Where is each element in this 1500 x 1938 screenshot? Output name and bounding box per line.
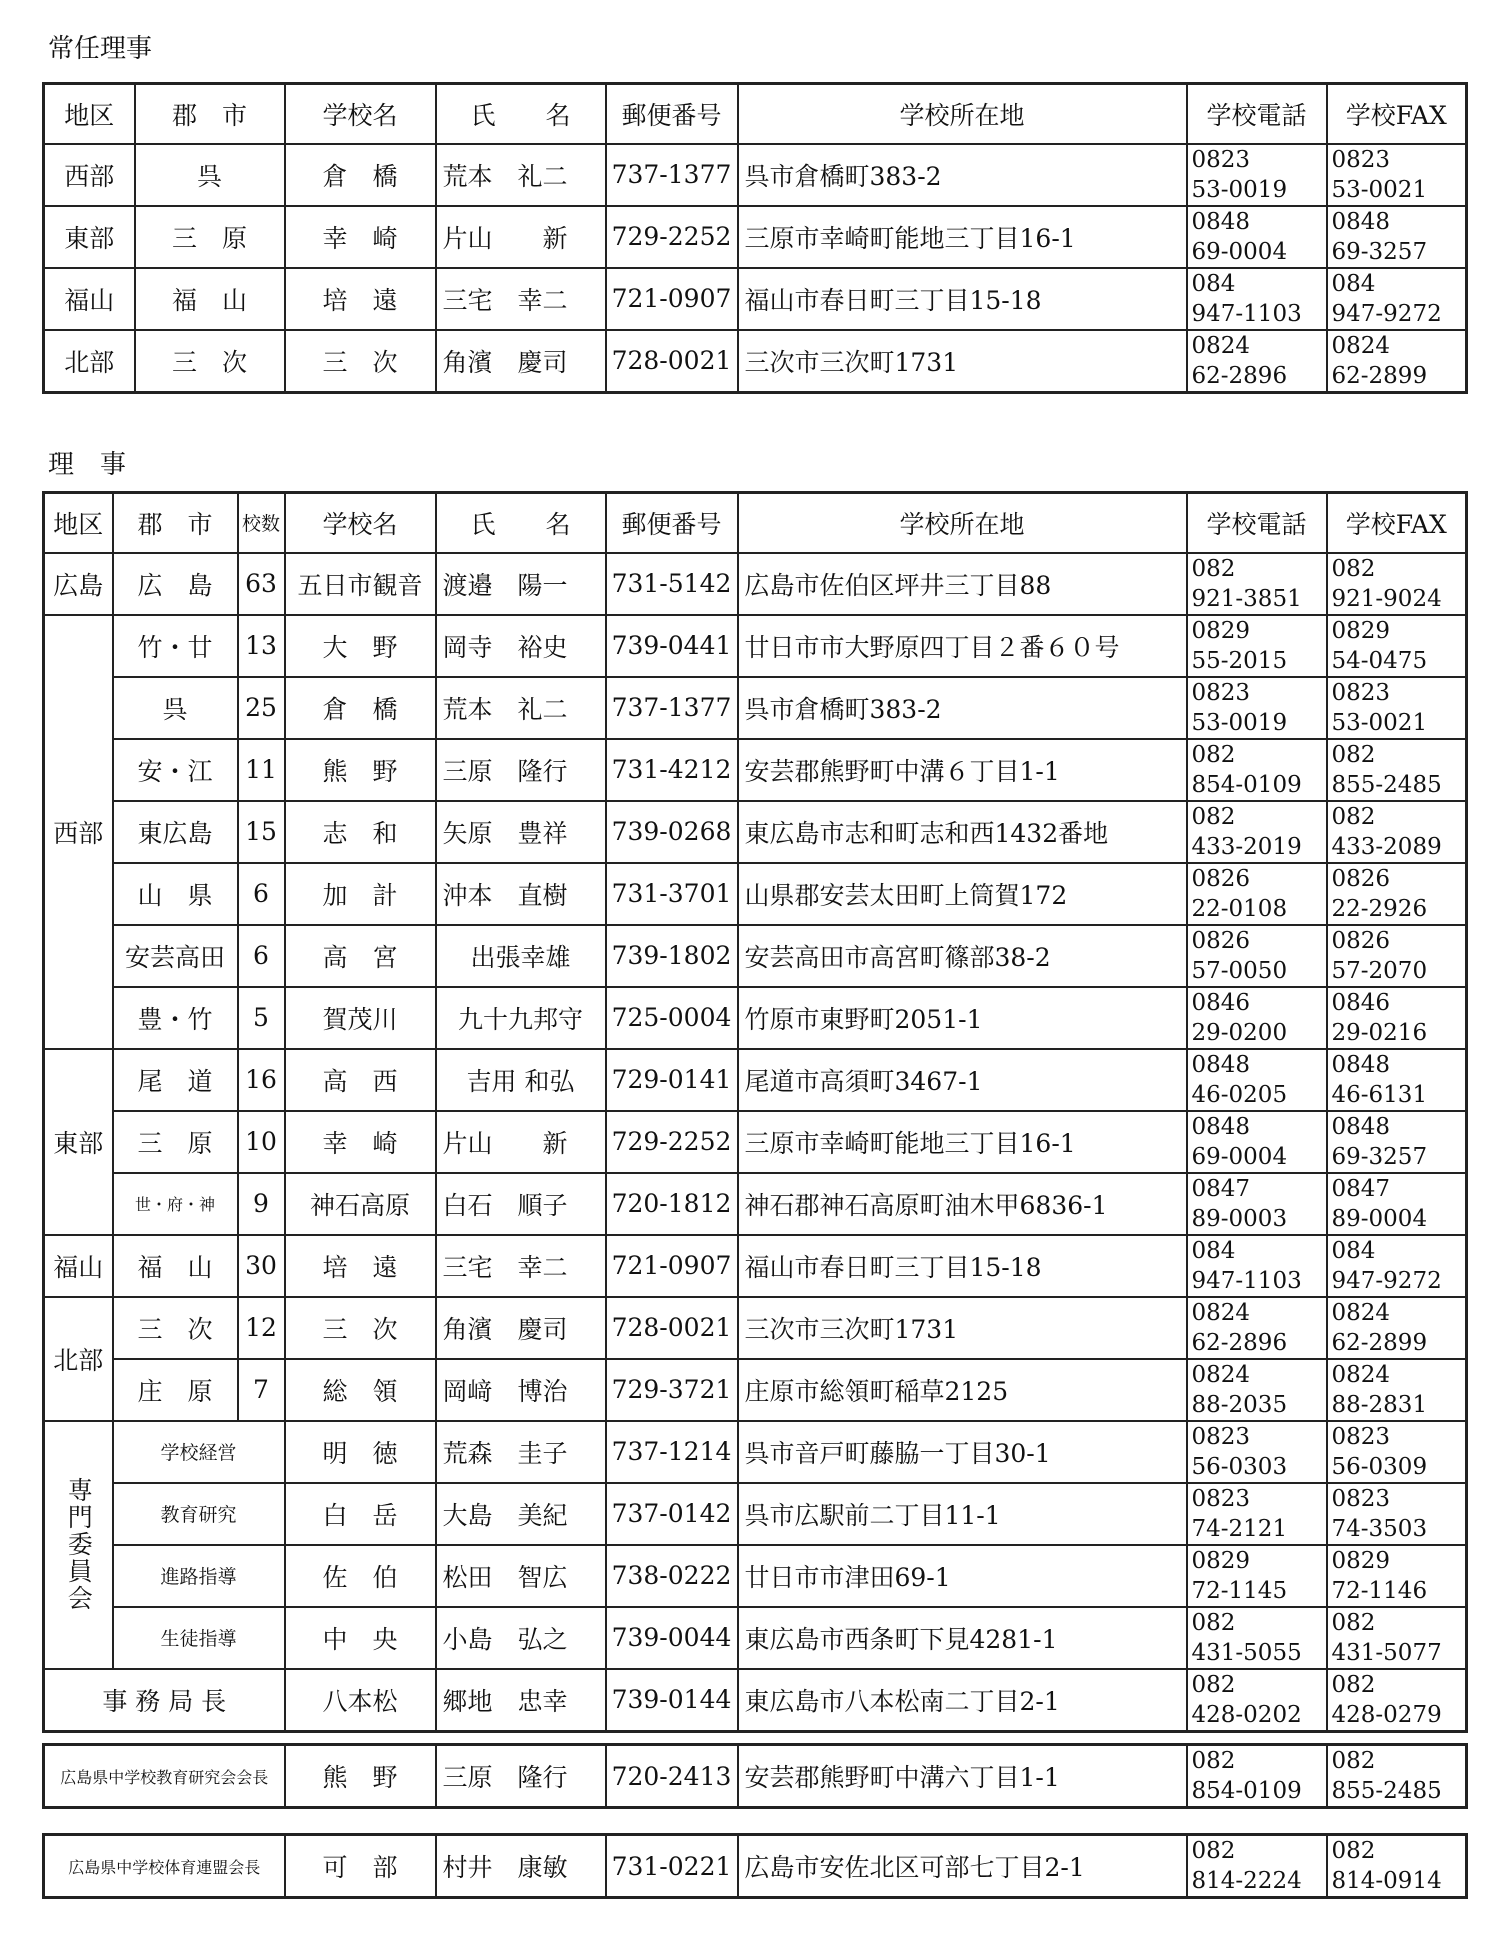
- fax-cell: 0823 56-0309: [1327, 1421, 1467, 1483]
- fax-cell: 0829 54-0475: [1327, 615, 1467, 677]
- school-cell: 三 次: [285, 1297, 436, 1359]
- committee-cell: 学校経営: [113, 1421, 285, 1483]
- name-cell: 小島 弘之: [436, 1607, 606, 1669]
- city-cell: 福 山: [135, 268, 285, 330]
- tel-cell: 0826 57-0050: [1187, 925, 1327, 987]
- name-cell: 松田 智広: [436, 1545, 606, 1607]
- tel-cell: 0823 56-0303: [1187, 1421, 1327, 1483]
- area-cell: 北部: [44, 330, 135, 393]
- zip-cell: 731-3701: [606, 863, 738, 925]
- header-count: 校数: [238, 493, 285, 553]
- name-cell: 荒本 礼二: [436, 144, 606, 206]
- count-cell: 16: [238, 1049, 285, 1111]
- table-row: [44, 268, 1467, 330]
- school-cell: 明 徳: [285, 1421, 436, 1483]
- area-cell: 西部: [44, 144, 135, 206]
- area-cell-hokubu: 北部: [44, 1297, 113, 1421]
- table-row: [44, 553, 1467, 615]
- address-cell: 東広島市志和町志和西1432番地: [738, 801, 1187, 863]
- address-cell: 福山市春日町三丁目15-18: [738, 268, 1187, 330]
- count-cell: 9: [238, 1173, 285, 1235]
- area-cell-tobu: 東部: [44, 1049, 113, 1235]
- athletic-federation-table: [42, 1833, 1468, 1899]
- tel-cell: 082 433-2019: [1187, 801, 1327, 863]
- address-cell: 広島市佐伯区坪井三丁目88: [738, 553, 1187, 615]
- table-row: [44, 739, 1467, 801]
- school-cell: 八本松: [285, 1669, 436, 1732]
- table-row: [44, 144, 1467, 206]
- tel-cell: 084 947-1103: [1187, 268, 1327, 330]
- address-cell: 三原市幸崎町能地三丁目16-1: [738, 206, 1187, 268]
- city-cell: 竹・廿: [113, 615, 238, 677]
- tel-cell: 0848 69-0004: [1187, 206, 1327, 268]
- school-cell: 熊 野: [285, 1745, 436, 1808]
- header-address: 学校所在地: [738, 84, 1187, 144]
- address-cell: 呉市広駅前二丁目11-1: [738, 1483, 1187, 1545]
- school-cell: 培 遠: [285, 1235, 436, 1297]
- zip-cell: 737-1377: [606, 677, 738, 739]
- name-cell: 三原 隆行: [436, 739, 606, 801]
- city-cell: 三 次: [113, 1297, 238, 1359]
- tel-cell: 084 947-1103: [1187, 1235, 1327, 1297]
- table-row: [44, 1235, 1467, 1297]
- tel-cell: 082 431-5055: [1187, 1607, 1327, 1669]
- directors-table: [42, 491, 1468, 1733]
- city-cell: 呉: [113, 677, 238, 739]
- count-cell: 15: [238, 801, 285, 863]
- address-cell: 廿日市市大野原四丁目２番６０号: [738, 615, 1187, 677]
- fax-cell: 0826 57-2070: [1327, 925, 1467, 987]
- table-row: [44, 1745, 1467, 1808]
- zip-cell: 729-2252: [606, 1111, 738, 1173]
- address-cell: 庄原市総領町稲草2125: [738, 1359, 1187, 1421]
- school-cell: 総 領: [285, 1359, 436, 1421]
- fax-cell: 0823 74-3503: [1327, 1483, 1467, 1545]
- city-cell: 世・府・神: [113, 1173, 238, 1235]
- header-name: 氏 名: [436, 84, 606, 144]
- zip-cell: 738-0222: [606, 1545, 738, 1607]
- zip-cell: 731-0221: [606, 1835, 738, 1898]
- header-city: 郡 市: [113, 493, 238, 553]
- tel-cell: 0846 29-0200: [1187, 987, 1327, 1049]
- school-cell: 加 計: [285, 863, 436, 925]
- count-cell: 5: [238, 987, 285, 1049]
- tel-cell: 082 814-2224: [1187, 1835, 1327, 1898]
- name-cell: 白石 順子: [436, 1173, 606, 1235]
- school-cell: 佐 伯: [285, 1545, 436, 1607]
- fax-cell: 084 947-9272: [1327, 268, 1467, 330]
- tel-cell: 082 854-0109: [1187, 739, 1327, 801]
- address-cell: 東広島市西条町下見4281-1: [738, 1607, 1187, 1669]
- secretary-general-cell: 事 務 局 長: [44, 1669, 285, 1732]
- address-cell: 山県郡安芸太田町上筒賀172: [738, 863, 1187, 925]
- fax-cell: 0847 89-0004: [1327, 1173, 1467, 1235]
- school-cell: 五日市観音: [285, 553, 436, 615]
- name-cell: 三宅 幸二: [436, 1235, 606, 1297]
- table-row: [44, 863, 1467, 925]
- fax-cell: 082 431-5077: [1327, 1607, 1467, 1669]
- fax-cell: 0824 62-2899: [1327, 330, 1467, 393]
- address-cell: 三原市幸崎町能地三丁目16-1: [738, 1111, 1187, 1173]
- school-cell: 三 次: [285, 330, 436, 393]
- address-cell: 東広島市八本松南二丁目2-1: [738, 1669, 1187, 1732]
- fax-cell: 0848 69-3257: [1327, 206, 1467, 268]
- school-cell: 神石高原: [285, 1173, 436, 1235]
- city-cell: 尾 道: [113, 1049, 238, 1111]
- table-row: [44, 801, 1467, 863]
- fax-cell: 0826 22-2926: [1327, 863, 1467, 925]
- table-row: [44, 1359, 1467, 1421]
- tel-cell: 0829 55-2015: [1187, 615, 1327, 677]
- fax-cell: 0829 72-1146: [1327, 1545, 1467, 1607]
- name-cell: 九十九邦守: [436, 987, 606, 1049]
- zip-cell: 731-5142: [606, 553, 738, 615]
- address-cell: 三次市三次町1731: [738, 1297, 1187, 1359]
- name-cell: 三原 隆行: [436, 1745, 606, 1808]
- tel-cell: 0824 62-2896: [1187, 1297, 1327, 1359]
- research-association-table: [42, 1743, 1468, 1809]
- table-row: [44, 330, 1467, 393]
- tel-cell: 0829 72-1145: [1187, 1545, 1327, 1607]
- school-cell: 熊 野: [285, 739, 436, 801]
- school-cell: 賀茂川: [285, 987, 436, 1049]
- school-cell: 幸 崎: [285, 206, 436, 268]
- fax-cell: 0824 88-2831: [1327, 1359, 1467, 1421]
- address-cell: 神石郡神石高原町油木甲6836-1: [738, 1173, 1187, 1235]
- header-city: 郡 市: [135, 84, 285, 144]
- city-cell: 東広島: [113, 801, 238, 863]
- table-row: [44, 987, 1467, 1049]
- tel-cell: 0847 89-0003: [1187, 1173, 1327, 1235]
- school-cell: 白 岳: [285, 1483, 436, 1545]
- table-row: [44, 1173, 1467, 1235]
- city-cell: 広 島: [113, 553, 238, 615]
- fax-cell: 0823 53-0021: [1327, 144, 1467, 206]
- table-row: [44, 925, 1467, 987]
- committee-cell: 生徒指導: [113, 1607, 285, 1669]
- school-cell: 中 央: [285, 1607, 436, 1669]
- school-cell: 倉 橋: [285, 677, 436, 739]
- zip-cell: 729-0141: [606, 1049, 738, 1111]
- fax-cell: 082 921-9024: [1327, 553, 1467, 615]
- header-name: 氏 名: [436, 493, 606, 553]
- count-cell: 63: [238, 553, 285, 615]
- school-cell: 志 和: [285, 801, 436, 863]
- zip-cell: 737-0142: [606, 1483, 738, 1545]
- count-cell: 7: [238, 1359, 285, 1421]
- city-cell: 豊・竹: [113, 987, 238, 1049]
- address-cell: 安芸高田市高宮町篠部38-2: [738, 925, 1187, 987]
- count-cell: 6: [238, 863, 285, 925]
- zip-cell: 739-1802: [606, 925, 738, 987]
- city-cell: 三 次: [135, 330, 285, 393]
- zip-cell: 737-1377: [606, 144, 738, 206]
- tel-cell: 0824 62-2896: [1187, 330, 1327, 393]
- table-row: [44, 1669, 1467, 1732]
- zip-cell: 737-1214: [606, 1421, 738, 1483]
- zip-cell: 729-3721: [606, 1359, 738, 1421]
- school-cell: 大 野: [285, 615, 436, 677]
- header-area: 地区: [44, 84, 135, 144]
- table-header-row: [44, 84, 1467, 144]
- section-title-directors: 理 事: [48, 450, 127, 480]
- area-cell-hiroshima: 広島: [44, 553, 113, 615]
- tel-cell: 0823 53-0019: [1187, 677, 1327, 739]
- name-cell: 岡﨑 博治: [436, 1359, 606, 1421]
- header-area: 地区: [44, 493, 113, 553]
- section-title-standing: 常任理事: [48, 34, 153, 64]
- table-row: [44, 1835, 1467, 1898]
- name-cell: 村井 康敏: [436, 1835, 606, 1898]
- role-cell: 広島県中学校教育研究会会長: [44, 1745, 285, 1808]
- fax-cell: 082 855-2485: [1327, 1745, 1467, 1808]
- address-cell: 竹原市東野町2051-1: [738, 987, 1187, 1049]
- address-cell: 呉市音戸町藤脇一丁目30-1: [738, 1421, 1187, 1483]
- zip-cell: 739-0144: [606, 1669, 738, 1732]
- zip-cell: 739-0441: [606, 615, 738, 677]
- name-cell: 出張幸雄: [436, 925, 606, 987]
- tel-cell: 0824 88-2035: [1187, 1359, 1327, 1421]
- standing-directors-table: [42, 82, 1468, 394]
- table-row: [44, 1049, 1467, 1111]
- table-header-row: [44, 493, 1467, 553]
- header-tel: 学校電話: [1187, 84, 1327, 144]
- header-school: 学校名: [285, 84, 436, 144]
- header-fax: 学校FAX: [1327, 493, 1467, 553]
- tel-cell: 082 428-0202: [1187, 1669, 1327, 1732]
- count-cell: 30: [238, 1235, 285, 1297]
- area-cell-senmon: 専門委員会: [44, 1421, 113, 1669]
- table-row: [44, 1111, 1467, 1173]
- zip-cell: 725-0004: [606, 987, 738, 1049]
- fax-cell: 082 433-2089: [1327, 801, 1467, 863]
- zip-cell: 728-0021: [606, 1297, 738, 1359]
- fax-cell: 0824 62-2899: [1327, 1297, 1467, 1359]
- zip-cell: 731-4212: [606, 739, 738, 801]
- header-address: 学校所在地: [738, 493, 1187, 553]
- role-cell: 広島県中学校体育連盟会長: [44, 1835, 285, 1898]
- zip-cell: 720-1812: [606, 1173, 738, 1235]
- table-row: [44, 1421, 1467, 1483]
- tel-cell: 0826 22-0108: [1187, 863, 1327, 925]
- city-cell: 山 県: [113, 863, 238, 925]
- area-cell-seibu: 西部: [44, 615, 113, 1049]
- zip-cell: 739-0268: [606, 801, 738, 863]
- table-row: [44, 206, 1467, 268]
- zip-cell: 721-0907: [606, 1235, 738, 1297]
- name-cell: 沖本 直樹: [436, 863, 606, 925]
- fax-cell: 0848 46-6131: [1327, 1049, 1467, 1111]
- table-row: [44, 1483, 1467, 1545]
- city-cell: 三 原: [135, 206, 285, 268]
- name-cell: 三宅 幸二: [436, 268, 606, 330]
- address-cell: 三次市三次町1731: [738, 330, 1187, 393]
- city-cell: 福 山: [113, 1235, 238, 1297]
- header-school: 学校名: [285, 493, 436, 553]
- area-cell: 福山: [44, 268, 135, 330]
- table-row: [44, 1297, 1467, 1359]
- committee-cell: 進路指導: [113, 1545, 285, 1607]
- tel-cell: 082 921-3851: [1187, 553, 1327, 615]
- area-cell-fukuyama: 福山: [44, 1235, 113, 1297]
- fax-cell: 082 855-2485: [1327, 739, 1467, 801]
- fax-cell: 0846 29-0216: [1327, 987, 1467, 1049]
- zip-cell: 721-0907: [606, 268, 738, 330]
- address-cell: 広島市安佐北区可部七丁目2-1: [738, 1835, 1187, 1898]
- name-cell: 郷地 忠幸: [436, 1669, 606, 1732]
- tel-cell: 0848 69-0004: [1187, 1111, 1327, 1173]
- table-row: [44, 1545, 1467, 1607]
- zip-cell: 720-2413: [606, 1745, 738, 1808]
- name-cell: 岡寺 裕史: [436, 615, 606, 677]
- school-cell: 倉 橋: [285, 144, 436, 206]
- address-cell: 呉市倉橋町383-2: [738, 144, 1187, 206]
- school-cell: 幸 崎: [285, 1111, 436, 1173]
- name-cell: 荒本 礼二: [436, 677, 606, 739]
- zip-cell: 729-2252: [606, 206, 738, 268]
- header-fax: 学校FAX: [1327, 84, 1467, 144]
- school-cell: 高 宮: [285, 925, 436, 987]
- name-cell: 渡邉 陽一: [436, 553, 606, 615]
- city-cell: 三 原: [113, 1111, 238, 1173]
- count-cell: 10: [238, 1111, 285, 1173]
- name-cell: 片山 新: [436, 206, 606, 268]
- school-cell: 高 西: [285, 1049, 436, 1111]
- address-cell: 福山市春日町三丁目15-18: [738, 1235, 1187, 1297]
- city-cell: 庄 原: [113, 1359, 238, 1421]
- fax-cell: 082 814-0914: [1327, 1835, 1467, 1898]
- table-row: [44, 677, 1467, 739]
- table-row: [44, 1607, 1467, 1669]
- zip-cell: 739-0044: [606, 1607, 738, 1669]
- count-cell: 25: [238, 677, 285, 739]
- address-cell: 呉市倉橋町383-2: [738, 677, 1187, 739]
- table-row: [44, 615, 1467, 677]
- name-cell: 片山 新: [436, 1111, 606, 1173]
- tel-cell: 082 854-0109: [1187, 1745, 1327, 1808]
- count-cell: 12: [238, 1297, 285, 1359]
- count-cell: 11: [238, 739, 285, 801]
- address-cell: 廿日市市津田69-1: [738, 1545, 1187, 1607]
- name-cell: 矢原 豊祥: [436, 801, 606, 863]
- tel-cell: 0848 46-0205: [1187, 1049, 1327, 1111]
- address-cell: 安芸郡熊野町中溝六丁目1-1: [738, 1745, 1187, 1808]
- name-cell: 角濱 慶司: [436, 330, 606, 393]
- name-cell: 角濱 慶司: [436, 1297, 606, 1359]
- address-cell: 尾道市高須町3467-1: [738, 1049, 1187, 1111]
- header-zip: 郵便番号: [606, 493, 738, 553]
- tel-cell: 0823 74-2121: [1187, 1483, 1327, 1545]
- committee-cell: 教育研究: [113, 1483, 285, 1545]
- tel-cell: 0823 53-0019: [1187, 144, 1327, 206]
- count-cell: 13: [238, 615, 285, 677]
- fax-cell: 0823 53-0021: [1327, 677, 1467, 739]
- fax-cell: 0848 69-3257: [1327, 1111, 1467, 1173]
- zip-cell: 728-0021: [606, 330, 738, 393]
- count-cell: 6: [238, 925, 285, 987]
- address-cell: 安芸郡熊野町中溝６丁目1-1: [738, 739, 1187, 801]
- city-cell: 呉: [135, 144, 285, 206]
- area-cell: 東部: [44, 206, 135, 268]
- name-cell: 大島 美紀: [436, 1483, 606, 1545]
- city-cell: 安芸高田: [113, 925, 238, 987]
- city-cell: 安・江: [113, 739, 238, 801]
- header-zip: 郵便番号: [606, 84, 738, 144]
- header-tel: 学校電話: [1187, 493, 1327, 553]
- school-cell: 可 部: [285, 1835, 436, 1898]
- fax-cell: 084 947-9272: [1327, 1235, 1467, 1297]
- name-cell: 荒森 圭子: [436, 1421, 606, 1483]
- fax-cell: 082 428-0279: [1327, 1669, 1467, 1732]
- school-cell: 培 遠: [285, 268, 436, 330]
- name-cell: 吉用 和弘: [436, 1049, 606, 1111]
